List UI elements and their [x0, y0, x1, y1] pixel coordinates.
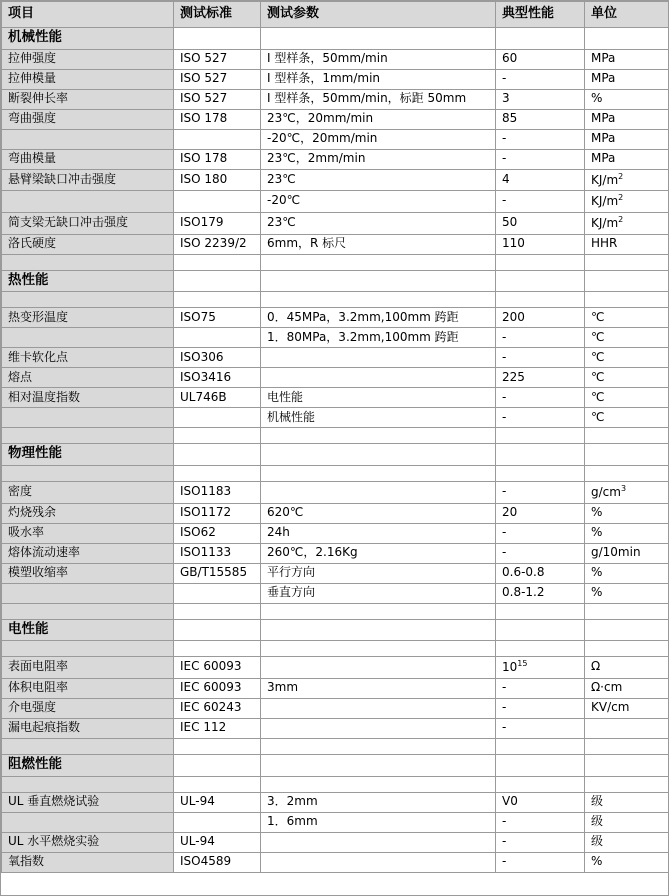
cell-unit: ℃	[585, 408, 669, 428]
table-spacer-row	[2, 603, 669, 619]
cell-value: -	[496, 699, 585, 719]
cell-param: 0．45MPa，3.2mm,100mm 跨距	[261, 308, 496, 328]
cell-item: 熔体流动速率	[2, 543, 174, 563]
cell-standard: ISO75	[174, 308, 261, 328]
section-row-empty-cell	[585, 619, 669, 641]
cell-standard: UL-94	[174, 792, 261, 812]
cell-item	[2, 583, 174, 603]
table-row	[2, 328, 669, 348]
table-row	[2, 308, 669, 328]
cell-param: -20℃，20mm/min	[261, 129, 496, 149]
cell-standard	[174, 812, 261, 832]
section-row-empty-cell	[496, 444, 585, 466]
cell-param: 260℃，2.16Kg	[261, 543, 496, 563]
cell-unit: MPa	[585, 129, 669, 149]
cell-value: 0.8-1.2	[496, 583, 585, 603]
spacer-cell	[2, 465, 174, 481]
cell-unit: %	[585, 503, 669, 523]
spacer-cell	[2, 292, 174, 308]
cell-standard: ISO 178	[174, 149, 261, 169]
table-row	[2, 109, 669, 129]
table-row	[2, 832, 669, 852]
spacer-cell	[261, 776, 496, 792]
section-row-empty-cell	[585, 444, 669, 466]
cell-value: 110	[496, 234, 585, 254]
cell-unit: Ω·cm	[585, 679, 669, 699]
table-row	[2, 149, 669, 169]
cell-param: 6mm，R 标尺	[261, 234, 496, 254]
table-row	[2, 89, 669, 109]
cell-standard: ISO62	[174, 523, 261, 543]
spacer-cell	[174, 428, 261, 444]
cell-item: 悬臂梁缺口冲击强度	[2, 169, 174, 191]
cell-unit: MPa	[585, 49, 669, 69]
section-row-empty-cell	[496, 619, 585, 641]
cell-item: 简支梁无缺口冲击强度	[2, 213, 174, 235]
cell-param	[261, 368, 496, 388]
cell-param: 23℃，2mm/min	[261, 149, 496, 169]
cell-unit: %	[585, 563, 669, 583]
cell-unit: $KJ/m^2$	[585, 213, 669, 235]
cell-standard: ISO 527	[174, 69, 261, 89]
section-row-empty-cell	[261, 270, 496, 292]
cell-item: 吸水率	[2, 523, 174, 543]
section-title: 热性能	[2, 270, 174, 292]
table-spacer-row	[2, 641, 669, 657]
section-row-empty-cell	[174, 755, 261, 777]
table-row	[2, 69, 669, 89]
table-spacer-row	[2, 254, 669, 270]
section-row-empty-cell	[174, 28, 261, 50]
section-row	[2, 619, 669, 641]
cell-value: -	[496, 129, 585, 149]
cell-value: $10^{15}$	[496, 657, 585, 679]
section-row-empty-cell	[174, 619, 261, 641]
cell-item: 洛氏硬度	[2, 234, 174, 254]
cell-value: -	[496, 408, 585, 428]
cell-standard: IEC 60093	[174, 657, 261, 679]
cell-param: 24h	[261, 523, 496, 543]
cell-standard: IEC 60243	[174, 699, 261, 719]
spacer-cell	[261, 428, 496, 444]
column-header-4: 单位	[585, 2, 669, 28]
table-row	[2, 191, 669, 213]
cell-item: 拉伸模量	[2, 69, 174, 89]
cell-item	[2, 129, 174, 149]
spacer-cell	[585, 739, 669, 755]
cell-standard: IEC 60093	[174, 679, 261, 699]
cell-item: 断裂伸长率	[2, 89, 174, 109]
material-spec-table	[1, 1, 669, 873]
spacer-cell	[496, 603, 585, 619]
spacer-cell	[261, 641, 496, 657]
section-row	[2, 755, 669, 777]
cell-unit: MPa	[585, 109, 669, 129]
cell-standard: ISO 2239/2	[174, 234, 261, 254]
cell-unit: ℃	[585, 308, 669, 328]
table-row	[2, 234, 669, 254]
spacer-cell	[261, 739, 496, 755]
section-row-empty-cell	[174, 444, 261, 466]
section-row-empty-cell	[261, 444, 496, 466]
section-row-empty-cell	[585, 28, 669, 50]
cell-item: 表面电阻率	[2, 657, 174, 679]
cell-param: 23℃，20mm/min	[261, 109, 496, 129]
spacer-cell	[174, 739, 261, 755]
cell-item: 相对温度指数	[2, 388, 174, 408]
section-title: 阻燃性能	[2, 755, 174, 777]
cell-standard: ISO 180	[174, 169, 261, 191]
table-row	[2, 583, 669, 603]
spacer-cell	[496, 428, 585, 444]
cell-unit: $g/cm^3$	[585, 481, 669, 503]
table-row	[2, 852, 669, 872]
table-row	[2, 388, 669, 408]
spacer-cell	[174, 641, 261, 657]
cell-value: -	[496, 481, 585, 503]
cell-value: V0	[496, 792, 585, 812]
cell-unit: 级	[585, 812, 669, 832]
table-row	[2, 368, 669, 388]
cell-value: 0.6-0.8	[496, 563, 585, 583]
cell-param: I 型样条，50mm/min，标距 50mm	[261, 89, 496, 109]
cell-item	[2, 328, 174, 348]
table-row	[2, 812, 669, 832]
spacer-cell	[261, 292, 496, 308]
spacer-cell	[585, 603, 669, 619]
cell-item: 密度	[2, 481, 174, 503]
column-header-3: 典型性能	[496, 2, 585, 28]
cell-param: 3．2mm	[261, 792, 496, 812]
section-title: 物理性能	[2, 444, 174, 466]
cell-param	[261, 719, 496, 739]
cell-standard	[174, 408, 261, 428]
spacer-cell	[496, 465, 585, 481]
cell-item: UL 垂直燃烧试验	[2, 792, 174, 812]
cell-item: 弯曲强度	[2, 109, 174, 129]
spacer-cell	[2, 254, 174, 270]
cell-unit: %	[585, 89, 669, 109]
cell-value: -	[496, 69, 585, 89]
cell-unit: MPa	[585, 149, 669, 169]
cell-value: 3	[496, 89, 585, 109]
cell-param	[261, 852, 496, 872]
table-row	[2, 408, 669, 428]
cell-param: 620℃	[261, 503, 496, 523]
section-row-empty-cell	[261, 28, 496, 50]
cell-param	[261, 481, 496, 503]
table-body	[2, 2, 669, 873]
spacer-cell	[585, 292, 669, 308]
spacer-cell	[174, 254, 261, 270]
section-row-empty-cell	[261, 619, 496, 641]
section-row-empty-cell	[496, 270, 585, 292]
cell-param: 1．80MPa，3.2mm,100mm 跨距	[261, 328, 496, 348]
spacer-cell	[174, 603, 261, 619]
cell-value: 225	[496, 368, 585, 388]
cell-standard: ISO179	[174, 213, 261, 235]
cell-param: 23℃	[261, 169, 496, 191]
cell-item: 灼烧残余	[2, 503, 174, 523]
cell-standard	[174, 191, 261, 213]
cell-param: I 型样条，50mm/min	[261, 49, 496, 69]
cell-unit: %	[585, 852, 669, 872]
cell-standard: UL-94	[174, 832, 261, 852]
cell-unit: g/10min	[585, 543, 669, 563]
cell-unit: KV/cm	[585, 699, 669, 719]
cell-item: 漏电起痕指数	[2, 719, 174, 739]
cell-item	[2, 408, 174, 428]
cell-param: 23℃	[261, 213, 496, 235]
cell-item: 体积电阻率	[2, 679, 174, 699]
cell-param	[261, 699, 496, 719]
spacer-cell	[261, 465, 496, 481]
cell-value: -	[496, 852, 585, 872]
column-header-1: 测试标准	[174, 2, 261, 28]
column-header-0: 项目	[2, 2, 174, 28]
spacer-cell	[496, 739, 585, 755]
table-row	[2, 169, 669, 191]
table-row	[2, 699, 669, 719]
cell-standard	[174, 328, 261, 348]
cell-item	[2, 191, 174, 213]
cell-value: -	[496, 679, 585, 699]
cell-standard: ISO3416	[174, 368, 261, 388]
section-row-empty-cell	[174, 270, 261, 292]
cell-value: 4	[496, 169, 585, 191]
table-row	[2, 129, 669, 149]
cell-standard: ISO 178	[174, 109, 261, 129]
table-row	[2, 481, 669, 503]
cell-param: 垂直方向	[261, 583, 496, 603]
section-row	[2, 444, 669, 466]
table-spacer-row	[2, 428, 669, 444]
spacer-cell	[496, 254, 585, 270]
cell-item: 拉伸强度	[2, 49, 174, 69]
cell-param: I 型样条，1mm/min	[261, 69, 496, 89]
table-row	[2, 679, 669, 699]
spacer-cell	[496, 641, 585, 657]
section-title: 电性能	[2, 619, 174, 641]
cell-value: -	[496, 832, 585, 852]
table-row	[2, 213, 669, 235]
cell-value: -	[496, 191, 585, 213]
cell-param	[261, 657, 496, 679]
cell-unit: Ω	[585, 657, 669, 679]
cell-standard: ISO306	[174, 348, 261, 368]
cell-item: 介电强度	[2, 699, 174, 719]
table-spacer-row	[2, 292, 669, 308]
table-row	[2, 563, 669, 583]
cell-standard: ISO1133	[174, 543, 261, 563]
table-row	[2, 543, 669, 563]
cell-standard: UL746B	[174, 388, 261, 408]
spacer-cell	[2, 428, 174, 444]
cell-item	[2, 812, 174, 832]
table-header-row	[2, 2, 669, 28]
cell-item: 氧指数	[2, 852, 174, 872]
column-header-2: 测试参数	[261, 2, 496, 28]
cell-item: 维卡软化点	[2, 348, 174, 368]
cell-param: 3mm	[261, 679, 496, 699]
spacer-cell	[585, 254, 669, 270]
cell-standard: ISO1183	[174, 481, 261, 503]
spacer-cell	[261, 603, 496, 619]
table-row	[2, 792, 669, 812]
section-row-empty-cell	[496, 755, 585, 777]
spacer-cell	[585, 776, 669, 792]
cell-unit: ℃	[585, 328, 669, 348]
cell-item: 模塑收缩率	[2, 563, 174, 583]
cell-value: 200	[496, 308, 585, 328]
cell-value: -	[496, 719, 585, 739]
section-row	[2, 28, 669, 50]
cell-unit: ℃	[585, 348, 669, 368]
spacer-cell	[496, 776, 585, 792]
cell-unit: 级	[585, 832, 669, 852]
cell-unit: %	[585, 523, 669, 543]
cell-standard: ISO 527	[174, 89, 261, 109]
section-row-empty-cell	[585, 755, 669, 777]
cell-param: -20℃	[261, 191, 496, 213]
cell-unit: %	[585, 583, 669, 603]
cell-value: -	[496, 543, 585, 563]
cell-standard: ISO 527	[174, 49, 261, 69]
spacer-cell	[585, 465, 669, 481]
table-row	[2, 657, 669, 679]
section-row	[2, 270, 669, 292]
cell-standard	[174, 129, 261, 149]
spacer-cell	[2, 739, 174, 755]
table-spacer-row	[2, 739, 669, 755]
spacer-cell	[2, 641, 174, 657]
cell-unit	[585, 719, 669, 739]
table-row	[2, 348, 669, 368]
table-spacer-row	[2, 776, 669, 792]
cell-value: -	[496, 328, 585, 348]
table-row	[2, 49, 669, 69]
cell-value: -	[496, 149, 585, 169]
cell-standard: GB/T15585	[174, 563, 261, 583]
spacer-cell	[496, 292, 585, 308]
cell-param: 平行方向	[261, 563, 496, 583]
cell-value: 85	[496, 109, 585, 129]
cell-value: -	[496, 523, 585, 543]
cell-unit: MPa	[585, 69, 669, 89]
cell-param: 1．6mm	[261, 812, 496, 832]
table-row	[2, 503, 669, 523]
cell-value: 60	[496, 49, 585, 69]
cell-value: -	[496, 388, 585, 408]
cell-unit: ℃	[585, 368, 669, 388]
cell-item: 热变形温度	[2, 308, 174, 328]
table-row	[2, 719, 669, 739]
spacer-cell	[261, 254, 496, 270]
spacer-cell	[174, 292, 261, 308]
spacer-cell	[585, 428, 669, 444]
cell-standard: ISO1172	[174, 503, 261, 523]
section-row-empty-cell	[585, 270, 669, 292]
spacer-cell	[174, 776, 261, 792]
section-row-empty-cell	[496, 28, 585, 50]
cell-param	[261, 348, 496, 368]
cell-standard: IEC 112	[174, 719, 261, 739]
cell-value: 50	[496, 213, 585, 235]
spacer-cell	[585, 641, 669, 657]
table-spacer-row	[2, 465, 669, 481]
cell-value: -	[496, 812, 585, 832]
cell-standard: ISO4589	[174, 852, 261, 872]
cell-param: 机械性能	[261, 408, 496, 428]
cell-param: 电性能	[261, 388, 496, 408]
spacer-cell	[174, 465, 261, 481]
cell-unit: $KJ/m^2$	[585, 191, 669, 213]
spacer-cell	[2, 776, 174, 792]
cell-unit: ℃	[585, 388, 669, 408]
cell-item: UL 水平燃烧实验	[2, 832, 174, 852]
section-row-empty-cell	[261, 755, 496, 777]
cell-value: -	[496, 348, 585, 368]
cell-standard	[174, 583, 261, 603]
cell-param	[261, 832, 496, 852]
spacer-cell	[2, 603, 174, 619]
table-row	[2, 523, 669, 543]
cell-item: 弯曲模量	[2, 149, 174, 169]
cell-unit: HHR	[585, 234, 669, 254]
section-title: 机械性能	[2, 28, 174, 50]
cell-value: 20	[496, 503, 585, 523]
cell-unit: 级	[585, 792, 669, 812]
cell-item: 熔点	[2, 368, 174, 388]
cell-unit: $KJ/m^2$	[585, 169, 669, 191]
